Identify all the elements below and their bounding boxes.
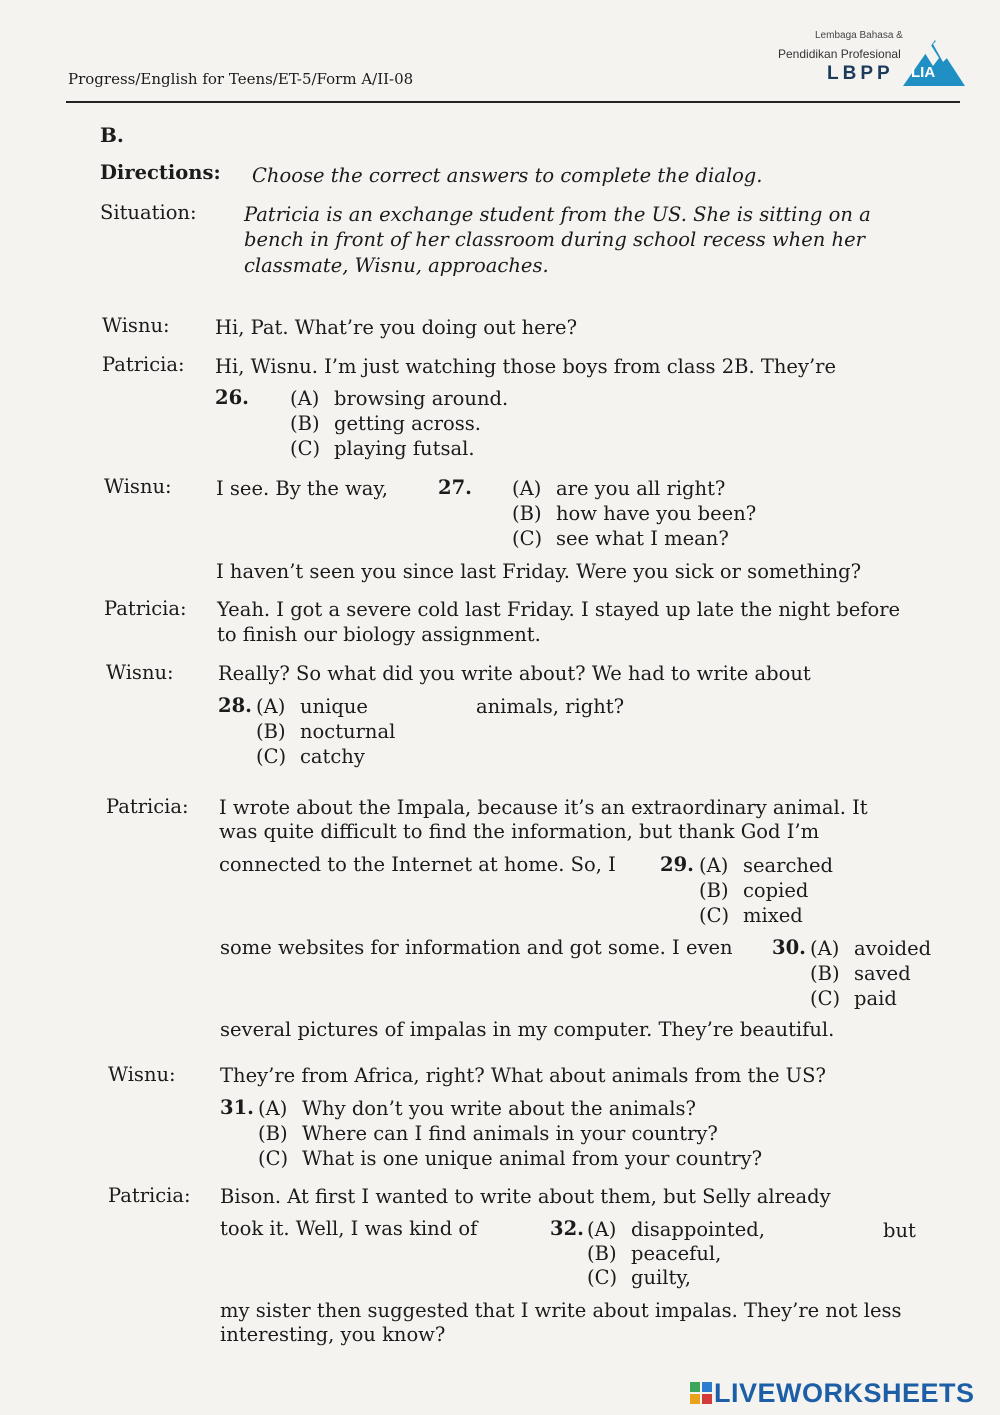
situation-line-3: classmate, Wisnu, approaches.	[244, 254, 549, 277]
q31-option-c[interactable]: (C) What is one unique animal from your country?	[258, 1147, 763, 1170]
q29-option-b[interactable]: (B) copied	[699, 879, 809, 902]
q28-option-b[interactable]: (B) nocturnal	[256, 720, 396, 743]
lia-logo-text: LIA	[911, 64, 936, 81]
q29-option-a[interactable]: (A) searched	[699, 854, 833, 877]
header-rule	[66, 101, 960, 103]
situation-line-2: bench in front of her classroom during school recess when her	[244, 228, 865, 251]
dialog-line: took it. Well, I was kind of	[220, 1217, 478, 1240]
dialog-line: Hi, Pat. What’re you doing out here?	[215, 316, 578, 339]
speaker-label: Patricia:	[102, 353, 185, 376]
q27-option-c[interactable]: (C) see what I mean?	[512, 527, 729, 550]
q30-option-a[interactable]: (A) avoided	[810, 937, 932, 960]
dialog-line: interesting, you know?	[220, 1323, 446, 1346]
dialog-line: connected to the Internet at home. So, I	[219, 853, 616, 876]
situation-line-1: Patricia is an exchange student from the US. She is sitting on a	[244, 203, 871, 226]
dialog-line: but	[883, 1219, 916, 1242]
dialog-line: Really? So what did you write about? We had to write about	[218, 662, 811, 685]
q32-option-c[interactable]: (C) guilty,	[587, 1266, 691, 1289]
q32-option-b[interactable]: (B) peaceful,	[587, 1242, 722, 1265]
speaker-label: Wisnu:	[108, 1063, 176, 1086]
dialog-line: my sister then suggested that I write about impalas. They’re not less	[220, 1299, 902, 1322]
speaker-label: Wisnu:	[102, 314, 170, 337]
dialog-line: I wrote about the Impala, because it’s an extraordinary animal. It	[219, 796, 868, 819]
question-32-number: 32.	[550, 1217, 584, 1240]
dialog-line: They’re from Africa, right? What about animals from the US?	[220, 1064, 826, 1087]
lbpp-lia-logo	[775, 30, 970, 90]
situation-label: Situation:	[100, 201, 197, 224]
org-abbr: LBPP	[827, 63, 894, 84]
dialog-line: Bison. At first I wanted to write about them, but Selly already	[220, 1185, 831, 1208]
q27-option-a[interactable]: (A) are you all right?	[512, 477, 726, 500]
liveworksheets-text: LIVEWORKSHEETS	[714, 1378, 975, 1408]
question-30-number: 30.	[772, 936, 806, 959]
question-29-number: 29.	[660, 853, 694, 876]
q30-option-c[interactable]: (C) paid	[810, 987, 897, 1010]
dialog-line: several pictures of impalas in my computer. They’re beautiful.	[220, 1018, 835, 1041]
speaker-label: Patricia:	[106, 795, 189, 818]
dialog-line: some websites for information and got some. I even	[220, 936, 733, 959]
q26-option-a[interactable]: (A) browsing around.	[290, 387, 509, 410]
dialog-line: animals, right?	[476, 695, 625, 718]
q27-option-b[interactable]: (B) how have you been?	[512, 502, 757, 525]
q32-option-a[interactable]: (A) disappointed,	[587, 1218, 765, 1241]
org-line1: Lembaga Bahasa &	[815, 30, 903, 41]
question-31-number: 31.	[220, 1096, 254, 1119]
dialog-line: was quite difficult to find the information, but thank God I’m	[219, 820, 820, 843]
q28-option-a[interactable]: (A) unique	[256, 695, 368, 718]
question-27-number: 27.	[438, 476, 472, 499]
dialog-line: Yeah. I got a severe cold last Friday. I stayed up late the night before	[217, 598, 901, 621]
directions-text: Choose the correct answers to complete the dialog.	[252, 164, 763, 187]
dialog-line: to finish our biology assignment.	[217, 623, 541, 646]
dialog-line: I see. By the way,	[216, 477, 389, 500]
speaker-label: Wisnu:	[104, 475, 172, 498]
directions-label: Directions:	[100, 161, 221, 184]
q31-option-b[interactable]: (B) Where can I find animals in your country?	[258, 1122, 718, 1145]
liveworksheets-icon	[690, 1382, 712, 1404]
speaker-label: Patricia:	[108, 1184, 191, 1207]
q31-option-a[interactable]: (A) Why don’t you write about the animals?	[258, 1097, 696, 1120]
dialog-line: Hi, Wisnu. I’m just watching those boys from class 2B. They’re	[215, 355, 837, 378]
q28-option-c[interactable]: (C) catchy	[256, 745, 365, 768]
q26-option-c[interactable]: (C) playing futsal.	[290, 437, 475, 460]
speaker-label: Wisnu:	[106, 661, 174, 684]
speaker-label: Patricia:	[104, 597, 187, 620]
q30-option-b[interactable]: (B) saved	[810, 962, 911, 985]
question-26-number: 26.	[215, 386, 249, 409]
form-code: Progress/English for Teens/ET-5/Form A/II-08	[68, 70, 414, 88]
q29-option-c[interactable]: (C) mixed	[699, 904, 803, 927]
org-line2: Pendidikan Profesional	[778, 47, 901, 61]
question-28-number: 28.	[218, 694, 252, 717]
dialog-line: I haven’t seen you since last Friday. Were you sick or something?	[216, 560, 862, 583]
q26-option-b[interactable]: (B) getting across.	[290, 412, 481, 435]
section-label: B.	[100, 123, 124, 147]
